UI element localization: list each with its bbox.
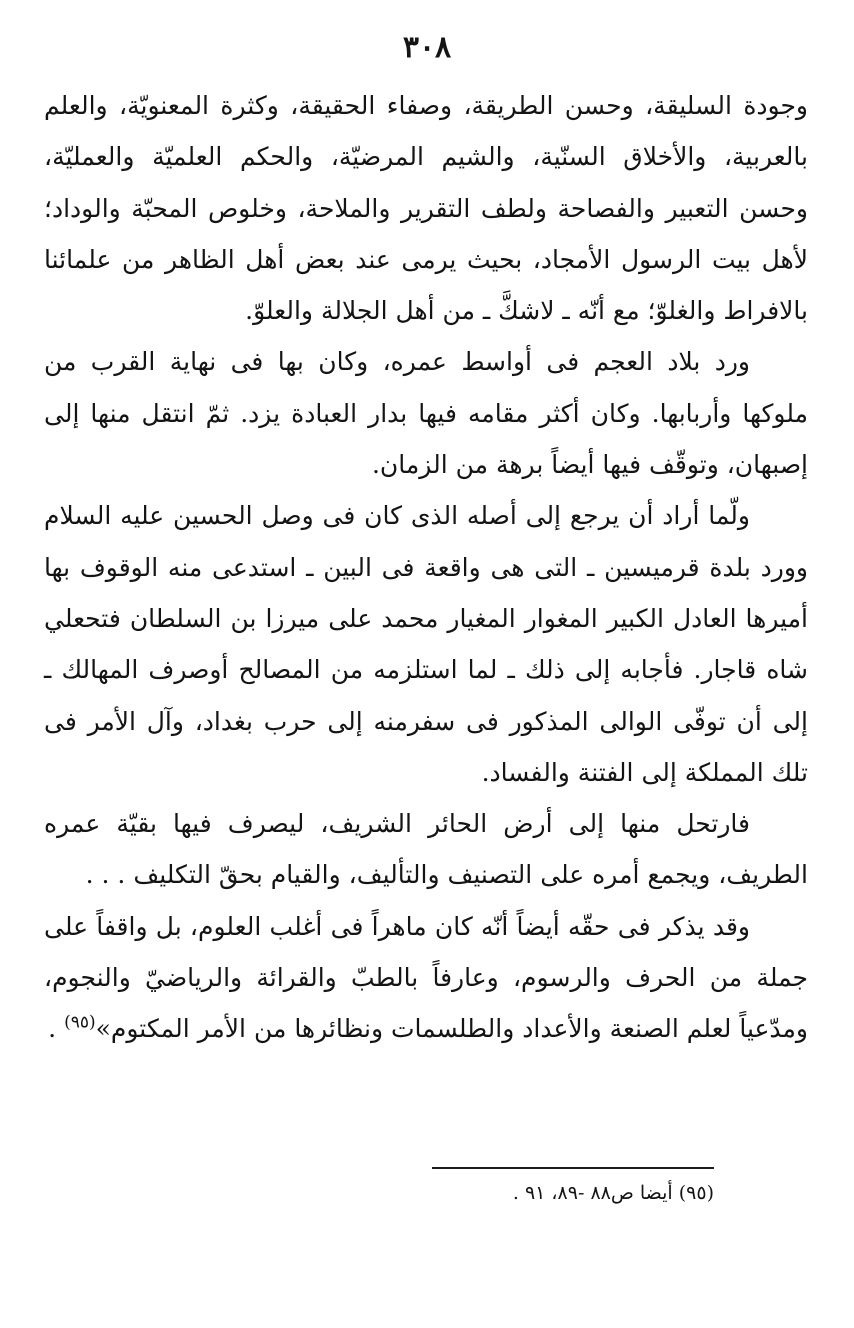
paragraph: ورد بلاد العجم فى أواسط عمره، وكان بها فى نهاية القرب من ملوكها وأربابها. وكان أكثر مقامه فيها بدار العبادة يزد. ثمّ انتقل منها إلى إصبهان، وتوقّف فيها أيضاً برهة من الزمان.: [44, 347, 808, 480]
paragraph-with-footnote: [44, 901, 808, 1055]
main-text: [44, 80, 808, 1055]
page-number: ٣٠٨: [402, 30, 452, 65]
footnote: (٩٥) أيضا ص٨٨ -٨٩، ٩١ .: [512, 1182, 714, 1204]
paragraph: وجودة السليقة، وحسن الطريقة، وصفاء الحقيقة، وكثرة المعنويّة، والعلم بالعربية، والأخلاق السنّية، والشيم المرضيّة، والحكم العلميّة والعمليّة، وحسن التعبير والفصاحة ولطف التقرير والملاحة، وخلوص المحبّة والوداد؛ لأهل بيت الرسول الأمجاد، بحيث يرمى عند بعض أهل الظاهر من علمائنا بالافراط والغلوّ؛ مع أنّه ـ لاشكَّ ـ من أهل الجلالة والعلوّ.: [44, 91, 808, 326]
paragraph-text: وقد يذكر فى حقّه أيضاً أنّه كان ماهراً فى أغلب العلوم، بل واقفاً على جملة من الحرف والرسوم، وعارفاً بالطبّ والقرائة والرياضيّ والنجوم، ومدّعياً لعلم الصنعة والأعداد والطلسمات ونظائرها من الأمر المكتوم»: [44, 911, 808, 1044]
paragraph: فارتحل منها إلى أرض الحائر الشريف، ليصرف فيها بقيّة عمره الطريف، ويجمع أمره على التصنيف والتأليف، والقيام بحقّ التكليف . . .: [44, 809, 808, 890]
footnote-reference: (٩٥): [64, 1013, 96, 1034]
paragraph: ولّما أراد أن يرجع إلى أصله الذى كان فى وصل الحسين عليه السلام وورد بلدة قرميسين ـ التى هى واقعة فى البين ـ استدعى منه الوقوف بها أميرها العادل الكبير المغوار المغيار محمد على ميرزا بن السلطان فتحعلي شاه قاجار. فأجابه إلى ذلك ـ لما استلزمه من المصالح أوصرف المهالك ـ إلى أن توفّى الوالى المذكور فى سفرمنه إلى حرب بغداد، وآل الأمر فى تلك المملكة إلى الفتنة والفساد.: [44, 501, 808, 787]
footnote-separator: [432, 1167, 714, 1169]
closing-mark: .: [48, 1014, 57, 1044]
